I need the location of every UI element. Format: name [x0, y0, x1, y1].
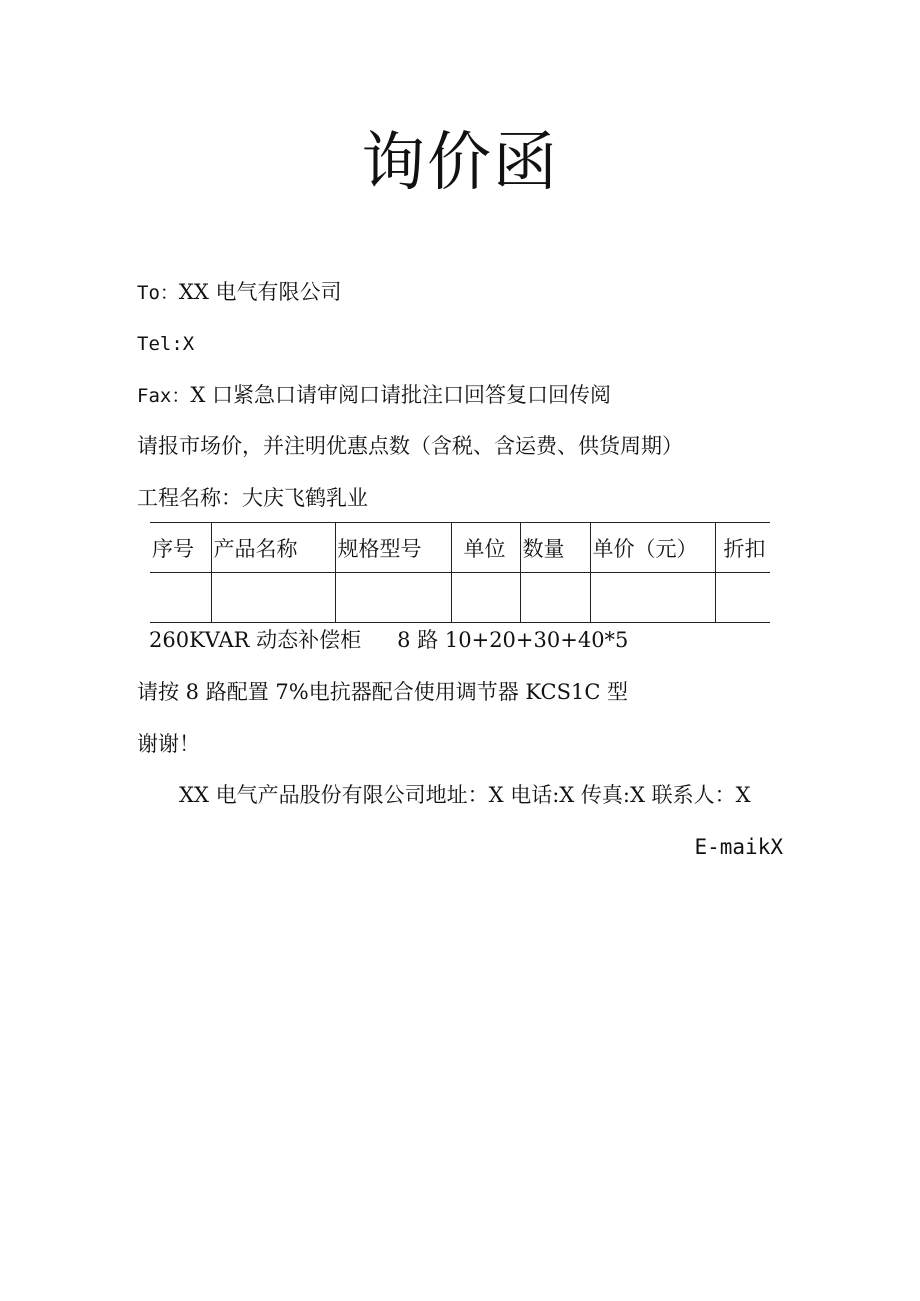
header-discount: 折扣	[715, 523, 770, 573]
table-header-row	[150, 523, 770, 573]
page-title: 询价函	[361, 126, 559, 200]
product-line	[149, 626, 628, 654]
cell-discount	[715, 573, 770, 623]
to-line	[137, 278, 341, 307]
product-spec: 8 路 10+20+30+40*5	[397, 628, 629, 652]
cell-quantity	[520, 573, 590, 623]
quote-table	[150, 522, 770, 623]
cell-spec-model	[335, 573, 451, 623]
project-line: 工程名称：大庆飞鹤乳业	[137, 486, 368, 510]
cell-unit-price	[590, 573, 715, 623]
cell-product-name	[211, 573, 335, 623]
thanks-line: 谢谢！	[137, 732, 200, 756]
header-unit-price: 单价（元）	[590, 523, 715, 573]
product-name: 260KVAR 动态补偿柜	[149, 628, 362, 652]
header-quantity: 数量	[520, 523, 590, 573]
cell-unit	[451, 573, 520, 623]
header-unit: 单位	[451, 523, 520, 573]
fax-label: Fax：	[137, 385, 191, 407]
cell-index	[150, 573, 211, 623]
header-index: 序号	[150, 523, 211, 573]
fax-line	[137, 381, 611, 410]
to-company: XX 电气有限公司	[178, 280, 342, 304]
email-line: E-maikX	[694, 835, 783, 859]
fax-options: X 口紧急口请审阅口请批注口回答复口回传阅	[190, 383, 611, 407]
config-line: 请按 8 路配置 7%电抗器配合使用调节器 KCS1C 型	[137, 680, 629, 704]
to-label: To：	[137, 282, 179, 304]
request-line: 请报市场价，并注明优惠点数（含税、含运费、供货周期）	[137, 434, 683, 458]
table-row	[150, 573, 770, 623]
tel-line: Tel:X	[137, 333, 195, 355]
header-product-name: 产品名称	[211, 523, 335, 573]
header-spec-model: 规格型号	[335, 523, 451, 573]
footer-contact-line: XX 电气产品股份有限公司地址：X 电话:X 传真:X 联系人：X	[179, 783, 751, 807]
